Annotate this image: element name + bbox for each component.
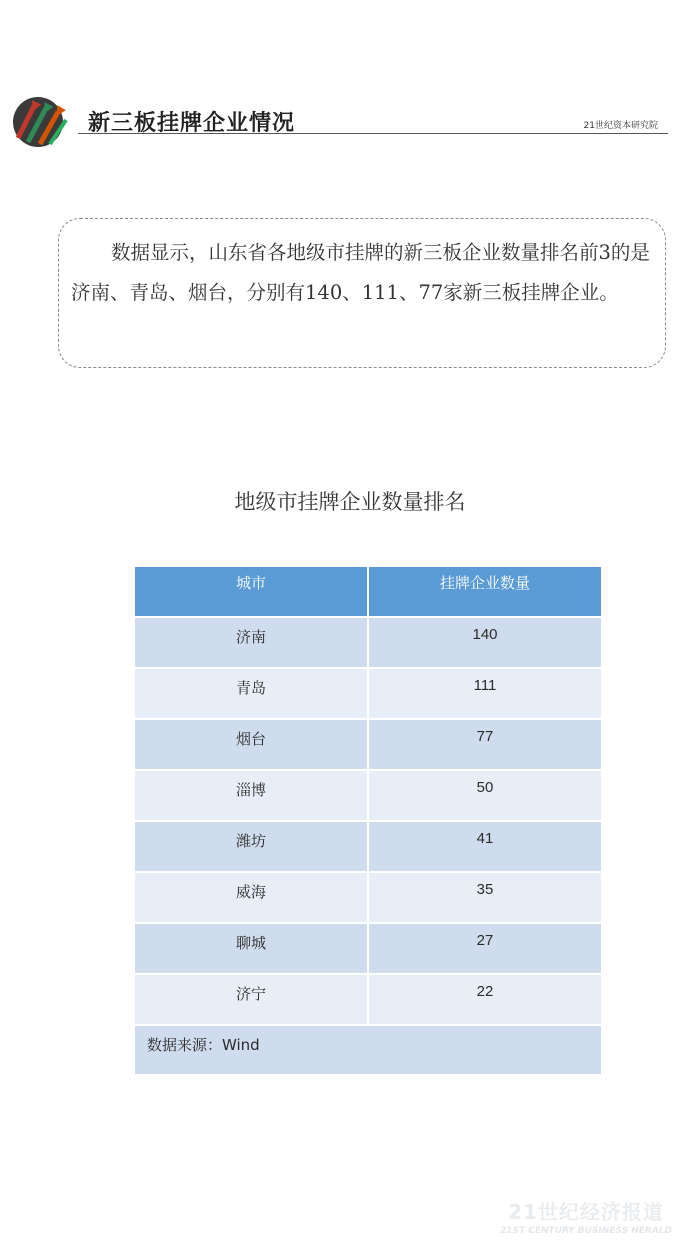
count-cell: 50 <box>368 770 601 821</box>
table-title: 地级市挂牌企业数量排名 <box>234 490 466 514</box>
city-cell: 青岛 <box>135 668 368 719</box>
city-ranking-table <box>135 567 601 1076</box>
data-source-note: 数据来源：Wind <box>135 1025 601 1075</box>
table-row <box>135 974 601 1025</box>
column-header-city: 城市 <box>135 567 368 617</box>
count-cell: 27 <box>368 923 601 974</box>
city-cell: 潍坊 <box>135 821 368 872</box>
count-cell: 22 <box>368 974 601 1025</box>
table-row <box>135 617 601 668</box>
table-row <box>135 668 601 719</box>
section-header <box>0 86 700 146</box>
organization-label: 21世纪资本研究院 <box>583 121 658 131</box>
city-cell: 济宁 <box>135 974 368 1025</box>
count-cell: 111 <box>368 668 601 719</box>
table-row <box>135 821 601 872</box>
rising-arrows-logo-icon <box>10 92 70 148</box>
count-cell: 35 <box>368 872 601 923</box>
city-cell: 淄博 <box>135 770 368 821</box>
watermark-en-text: 21ST CENTURY BUSINESS HERALD <box>499 1226 672 1236</box>
watermark-cn-text: 21世纪经济报道 <box>508 1200 664 1224</box>
city-cell: 济南 <box>135 617 368 668</box>
count-cell: 41 <box>368 821 601 872</box>
summary-callout <box>58 218 666 368</box>
table-header-row <box>135 567 601 617</box>
column-header-count: 挂牌企业数量 <box>368 567 601 617</box>
count-cell: 140 <box>368 617 601 668</box>
city-cell: 威海 <box>135 872 368 923</box>
table-row <box>135 770 601 821</box>
table-source-row <box>135 1025 601 1075</box>
table-row <box>135 719 601 770</box>
table-row <box>135 872 601 923</box>
header-divider <box>78 133 668 134</box>
summary-text: 数据显示，山东省各地级市挂牌的新三板企业数量排名前3的是济南、青岛、烟台，分别有140、111、77家新三板挂牌企业。 <box>71 241 650 304</box>
count-cell: 77 <box>368 719 601 770</box>
section-title: 新三板挂牌企业情况 <box>88 111 296 136</box>
publisher-watermark <box>500 1196 672 1236</box>
table-row <box>135 923 601 974</box>
city-cell: 烟台 <box>135 719 368 770</box>
city-cell: 聊城 <box>135 923 368 974</box>
